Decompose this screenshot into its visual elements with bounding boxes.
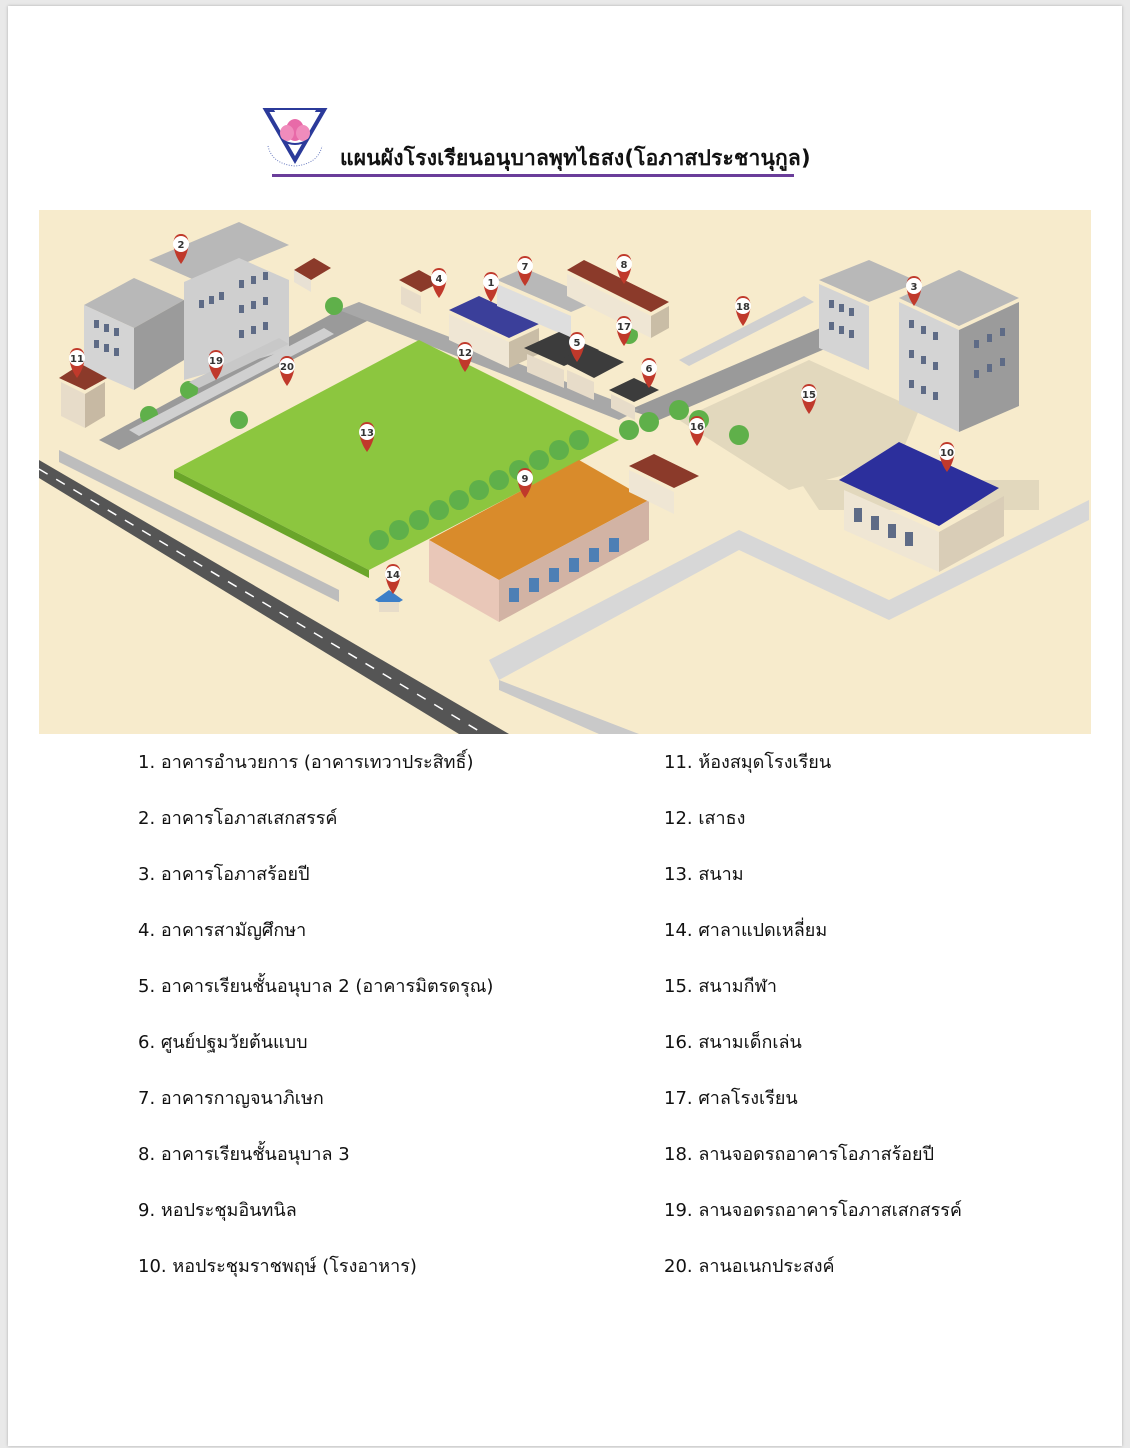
legend-item: 1. อาคารอำนวยการ (อาคารเทวาประสิทธิ์) (138, 752, 474, 773)
legend-item: 17. ศาลโรงเรียน (664, 1088, 798, 1109)
map-pin-7[interactable] (517, 256, 533, 286)
legend-item: 14. ศาลาแปดเหลี่ยม (664, 920, 828, 941)
header (262, 106, 811, 188)
map-pin-6[interactable] (641, 358, 657, 388)
map-pin-16[interactable] (689, 416, 705, 446)
document-page (8, 6, 1122, 1446)
svg-text:10: 10 (940, 448, 954, 459)
map-pin-1[interactable] (483, 272, 499, 302)
legend-item: 12. เสาธง (664, 808, 746, 829)
svg-text:2: 2 (177, 240, 185, 251)
title-underline (272, 174, 794, 177)
map-pin-19[interactable] (208, 350, 224, 380)
legend-item: 18. ลานจอดรถอาคารโอภาสร้อยปี (664, 1144, 935, 1165)
map-pin-20[interactable] (279, 356, 295, 386)
map-pin-8[interactable] (616, 254, 632, 284)
page-title: แผนผังโรงเรียนอนุบาลพุทไธสง(โอภาสประชานุกูล) (340, 146, 811, 170)
legend-item: 3. อาคารโอภาสร้อยปี (138, 864, 310, 885)
map-pin-3[interactable] (906, 276, 922, 306)
svg-text:19: 19 (209, 356, 223, 367)
map-pin-4[interactable] (431, 268, 447, 298)
svg-text:20: 20 (280, 362, 294, 373)
legend-item: 4. อาคารสามัญศึกษา (138, 920, 307, 941)
legend-item: 10. หอประชุมราชพฤษ์ (โรงอาหาร) (138, 1256, 417, 1277)
svg-text:8: 8 (620, 260, 628, 271)
legend-item: 7. อาคารกาญจนาภิเษก (138, 1088, 324, 1109)
map-pin-11[interactable] (69, 348, 85, 378)
map-pin-17[interactable] (616, 316, 632, 346)
legend-item: 11. ห้องสมุดโรงเรียน (664, 752, 832, 773)
map-pin-2[interactable] (173, 234, 189, 264)
legend-item: 6. ศูนย์ปฐมวัยต้นแบบ (138, 1032, 308, 1053)
svg-text:9: 9 (521, 474, 529, 485)
svg-text:16: 16 (690, 422, 704, 433)
legend-item: 20. ลานอเนกประสงค์ (664, 1256, 835, 1277)
svg-text:6: 6 (645, 364, 653, 375)
legend-item: 8. อาคารเรียนชั้นอนุบาล 3 (138, 1144, 350, 1165)
svg-text:7: 7 (521, 262, 529, 273)
legend-item: 13. สนาม (664, 864, 744, 885)
map-pin-5[interactable] (569, 332, 585, 362)
map-pins (39, 210, 1091, 734)
map-pin-14[interactable] (385, 564, 401, 594)
legend-right-column (664, 748, 962, 1308)
svg-text:11: 11 (70, 354, 84, 365)
svg-text:15: 15 (802, 390, 816, 401)
svg-text:12: 12 (458, 348, 472, 359)
map-pin-18[interactable] (735, 296, 751, 326)
map-pin-13[interactable] (359, 422, 375, 452)
svg-text:17: 17 (617, 322, 631, 333)
map-pin-12[interactable] (457, 342, 473, 372)
svg-text:14: 14 (386, 570, 400, 581)
legend-item: 16. สนามเด็กเล่น (664, 1032, 802, 1053)
svg-text:3: 3 (910, 282, 918, 293)
legend-item: 5. อาคารเรียนชั้นอนุบาล 2 (อาคารมิตรดรุณ) (138, 976, 494, 997)
legend-left-column (138, 748, 493, 1308)
map-pin-9[interactable] (517, 468, 533, 498)
school-map (39, 210, 1091, 734)
school-lotus-emblem-icon (262, 106, 328, 168)
svg-text:4: 4 (435, 274, 443, 285)
legend-item: 2. อาคารโอภาสเสกสรรค์ (138, 808, 338, 829)
svg-text:18: 18 (736, 302, 750, 313)
map-pin-10[interactable] (939, 442, 955, 472)
legend-item: 15. สนามกีฬา (664, 976, 777, 997)
svg-text:13: 13 (360, 428, 374, 439)
map-pin-15[interactable] (801, 384, 817, 414)
svg-text:1: 1 (487, 278, 495, 289)
legend-item: 9. หอประชุมอินทนิล (138, 1200, 297, 1221)
svg-text:5: 5 (573, 338, 581, 349)
legend-item: 19. ลานจอดรถอาคารโอภาสเสกสรรค์ (664, 1200, 962, 1221)
